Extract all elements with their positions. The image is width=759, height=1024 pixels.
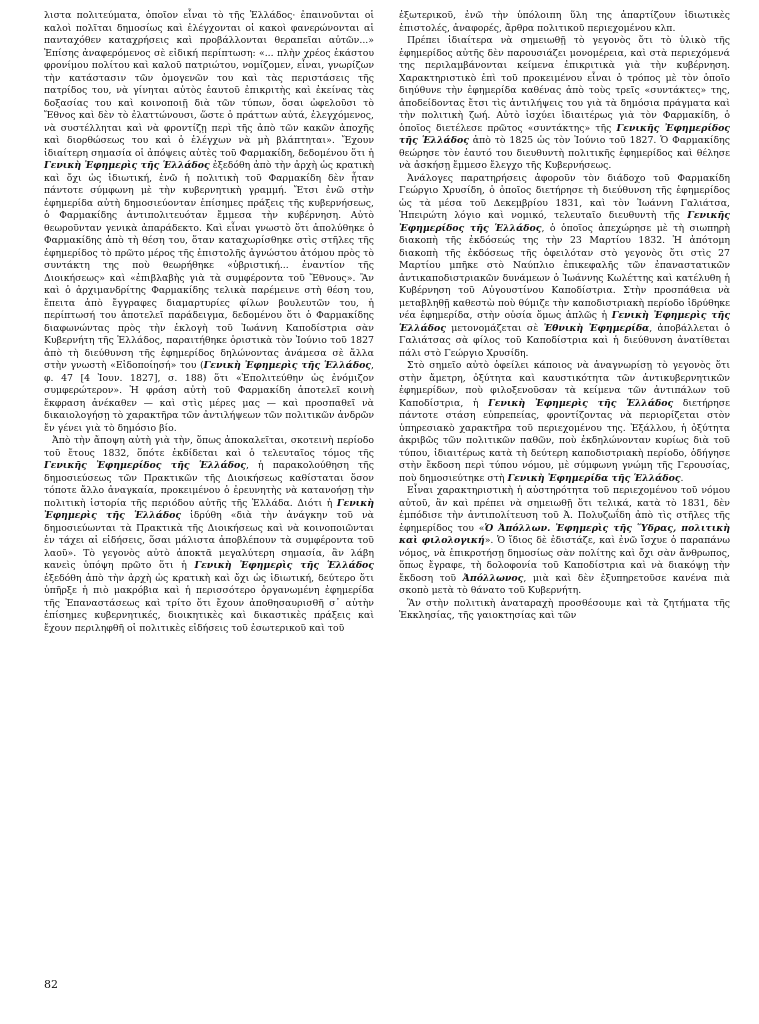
- left-column: [44, 10, 374, 635]
- title-emphasis: Ἀπόλλωνος: [462, 572, 524, 584]
- paragraph: [399, 485, 730, 598]
- text-run: Στὸ σημεῖο αὐτὸ ὀφείλει κάποιος νὰ ἀναγνωρίσῃ τὸ γεγονὸς ὅτι στὴν ἄμετρη, ὀξύτητα καὶ καυστικότητα τῶν ἀντικυβερνητικῶν ἐφημερίδων, ποὺ φιλοξενοῦσαν τὰ κείμενα τῶν ἀντιπάλων τοῦ Καποδίστρια, ἡ: [399, 360, 730, 409]
- right-column: [399, 10, 730, 623]
- text-run: ἐξεδόθη ἀπὸ τὴν ἀρχὴ ὡς κρατικὴ καὶ ὄχι ὡς ἰδιωτική, ἐνῶ ἡ πολιτικὴ τοῦ Φαρμακίδη δὲν ἦταν πάντοτε σύμφωνη μὲ τὴν κυβερνητικὴ γραμμή. Ἔτσι ἐνῶ στὴν ἐφημερίδα αὐτὴ δημοσιεύονταν ἐπίσημες πράξεις τῆς κυβερνήσεως, ὁ Φαρμακίδης ἀντιπολιτευόταν ἔμμεσα τὴν κυβέρνηση. Αὐτὸ θεωροῦνταν γενικὰ ἀπαράδεκτο. Καὶ εἶναι γνωστὸ ὅτι ἀπολύθηκε ὁ Φαρμακίδης ἀπὸ τὴ θέση του, ὅταν καταχωρίσθηκε στὶς στῆλες τῆς ἐφημερίδος τὸ πρῶτο μέρος τῆς ἐπιστολῆς ἀγνώστου ἀτόμου πρὸς τὸ συντάκτη της ποὺ θεωρήθηκε «ὑβριστική... ἐναντίον τῆς Διοικήσεως» καὶ «ἐπιβλαβὴς γιὰ τὰ συμφέροντα τοῦ Ἔθνους». Ἂν καὶ ὁ ἀρχιμανδρίτης Φαρμακίδης τελικὰ παρέμεινε στὴ θέση του, ἔπειτα ἀπὸ ἔγγραφες διαμαρτυρίες φίλων βουλευτῶν του, ἡ περίπτωσή του ἀποτελεῖ παράδειγμα, δεδομένου ὅτι ὁ Φαρμακίδης διαφωνώντας πρὸς τὴν ἐκλογὴ τοῦ Ἰωάννη Καποδίστρια σὰν Κυβερνήτη τῆς Ἑλλάδος, παραιτήθηκε ὁριστικὰ τὸν Ἰούνιο τοῦ 1827 ἀπὸ τὴ διεύθυνση τῆς ἐφημερίδος δηλώνοντας ἀνάμεσα σὲ ἄλλα στὴν γνωστὴ «Εἰδοποίησή» του (: [44, 160, 374, 371]
- paragraph: [44, 10, 374, 435]
- text-run: μετονομάζεται σὲ: [445, 322, 544, 334]
- text-run: , ὁ ὁποῖος ἀπεχώρησε μὲ τὴ σιωπηρὴ διακοπὴ τῆς ἐκδόσεώς της τὴν 23 Μαρτίου 1832. Ἡ ἀπότομη διακοπὴ τῆς ἐκδόσεως τῆς ὀφειλόταν στὸ γεγονὸς ὅτι στὶς 27 Μαρτίου μπῆκε στὸ Ναύπλιο ἐπικεφαλῆς τῶν ἐπαναστατικῶν ἀντικαποδιστριακῶν δυνάμεων ὁ Ἰωάννης Κωλέττης καὶ κατέλυθη ἡ Κυβέρνηση τοῦ Αὐγουστίνου Καποδίστρια. Στὴν προσπάθεια νὰ μεταβληθῇ καθεστὼ ποὺ θύμιζε τὴν καποδιστριακὴ περίοδο ἱδρύθηκε νέα ἐφημερίδα, στὴν οὐσία ὅμως ἁπλῶς ἡ: [399, 222, 730, 321]
- text-run: , ἀποβάλλεται ὁ Γαλιάτσας σὰ φίλος τοῦ Καποδίστρια καὶ ἡ διεύθυνση ἀνατίθεται πάλι στὸ Γεώργιο Χρυσίδη.: [399, 322, 730, 359]
- text-run: λιστα πολιτεύματα, ὁποῖον εἶναι τὸ τῆς Ἑλλάδος· ἐπαινοῦνται οἱ καλοὶ πολῖται δημοσίως καὶ ἐλέγχονται οἱ κακοὶ φανερώνονται αἱ πανταχόθεν καταχρήσεις καὶ προβάλλονται θεραπεῖαι αὐτῶν...» Ἐπίσης ἀναφερόμενος σὲ εἰδική περίπτωση: «... πλὴν χρέος ἑκάστου φρονίμου πολίτου καὶ καλοῦ πατριώτου, νομίζομεν, εἶναι, γνωρίζων τὴν κατάστασιν τῶν ὁμογενῶν του καὶ τὰς περιστάσεις τῆς πατρίδος του, νὰ γίνηται αὐτὸς ἑαυτοῦ ἐπικριτὴς καὶ ἐκείνας τὰς δοξασίας του καὶ κοινοποιῇ διὰ τῶν τύπων, ὅσαι ὠφελοῦσι τὸ Ἔθνος καὶ δὲν τὸ ἐλαττώνουσι, ὥστε ὁ πράττων αὐτά, ἐλεγχόμενος, νὰ συστέλληται καὶ νὰ φροντίζῃ περὶ τῆς ἀπὸ τῶν κακῶν ἀποχῆς καὶ διορθώσεως του καὶ ὁ ἐλέγχων νὰ μὴ βλάπτηται». Ἔχουν ἰδιαίτερη σημασία οἱ ἀπόψεις αὐτὲς τοῦ Φαρμακίδη, δεδομένου ὅτι ἡ: [44, 10, 374, 159]
- title-emphasis: Γενικὴ Ἐφημερὶς τῆς Ἑλλάδος: [488, 397, 674, 409]
- text-run: Πρέπει ἰδιαίτερα νὰ σημειωθῇ τὸ γεγονὸς ὅτι τὸ ὑλικὸ τῆς ἐφημερίδος αὐτῆς δὲν παρουσιάζει μονομέρεια, καὶ στὰ περιεχόμενά της περιλαμβάνονται κείμενα ἐπικριτικὰ γιὰ τὴν κυβέρνηση. Χαρακτηριστικὸ ἐπὶ τοῦ προκειμένου εἶναι ὁ τρόπος μὲ τὸν ὁποῖο διηύθυνε τὴν ἐφημερίδα καθένας ἀπὸ τοὺς τρεῖς «συντάκτες» της, ἀποδείδοντας ἔτσι τὶς ἀντιλήψεις του γιὰ τὰ δημόσια πράγματα καὶ τὴν πολιτικὴ ζωή. Αὐτὸ ἰσχύει ἰδιαιτέρως γιὰ τὸν Φαρμακίδη, ὁ ὁποῖος διετέλεσε πρῶτος «συντάκτης» τῆς: [399, 35, 730, 134]
- paragraph: [399, 360, 730, 485]
- title-emphasis: Γενικὴ Ἐφημερὶς τῆς Ἑλλάδος: [399, 310, 731, 334]
- text-run: , μιὰ καὶ δὲν ἐξυπηρετοῦσε κανένα πιὰ σκοπὸ μετὰ τὸ θάνατο τοῦ Κυβερνήτη.: [399, 572, 730, 596]
- title-emphasis: Γενικὴ Ἐφημερὶς τῆς Ἑλλάδος: [44, 497, 374, 521]
- text-run: ἐξωτερικοῦ, ἐνῶ τὴν ὑπόλοιπη ὕλη της ἀπαρτίζουν ἰδιωτικὲς ἐπιστολές, ἀναφορές, ἄρθρα πολιτικοῦ περιεχομένου κλπ.: [399, 10, 730, 34]
- text-run: Ἀπὸ τὴν ἄποψη αὐτὴ γιὰ τὴν, ὅπως ἀποκαλεῖται, σκοτεινὴ περίοδο τοῦ ἔτους 1832, ὅπότε ἐκδίδεται καὶ ὁ τελευταῖος τόμος τῆς: [44, 435, 374, 459]
- paragraph: [399, 35, 730, 173]
- text-run: διετήρησε πάντοτε στάση εὐπρεπείας, φροντίζοντας νὰ περιορίζεται στὸν ὑπηρεσιακὸ χαρακτῆρα τοῦ περιεχομένου της. Ἐξάλλου, ἡ ὀξύτητα ἀκριβῶς τῶν πολιτικῶν παθῶν, ποὺ ἐκδηλώνονταν κυρίως διὰ τοῦ τύπου, ἰδιαιτέρως κατὰ τὴ δεύτερη καποδιστριακὴ περίοδο, ὁδήγησε στὴν ἔκδοση περὶ τύπου νόμου, μὲ σύμφωνη γνώμη τῆς Γερουσίας, ποὺ δημοσιεύτηκε στὴ: [399, 397, 730, 484]
- title-emphasis: Γενικὴ Ἐφημερίδα τῆς Ἑλλάδος: [507, 472, 681, 484]
- text-run: , φ. 47 [4 Ἰουν. 1827], σ. 188) ὅτι «Ἐπολιτεύθην ὡς ἐνόμιζον συμφερώτερον». Ἡ φράση αὐτὴ τοῦ Φαρμακίδη ἀποτελεῖ κοινὴ ἔκφραση ἀνέκαθεν — καὶ στὶς μέρες μας — καὶ προσπαθεῖ νὰ δικαιολογήσῃ τὸ χαρακτῆρα τῶν ἀντιλήψεων τῶν πολιτικῶν ἀνδρῶν ἔν γένει γιὰ τὸ δημόσιο βίο.: [44, 360, 374, 434]
- title-emphasis: Γενικὴ Ἐφημερὶς τῆς Ἑλλάδος: [203, 360, 371, 371]
- title-emphasis: Ὁ Ἀπόλλων. Ἐφημερὶς τῆς Ὕδρας, πολιτικὴ καὶ φιλολογική: [399, 522, 731, 546]
- title-emphasis: Γενικῆς Ἐφημερίδος τῆς Ἑλλάδος: [44, 460, 246, 471]
- text-run: ἱδρύθη «διὰ τὴν ἀνάγκην τοῦ νὰ δημοσιεύωνται τὰ Πρακτικὰ τῆς Διοικήσεως καὶ νὰ κοινοποιῶνται ἐν τάχει αἱ εἰδήσεις, ὅσαι μάλιστα ἀποβλέπουν τὰ συμφέροντα τοῦ λαοῦ». Τὸ γεγονὸς αὐτὸ ἀποκτᾶ μεγαλύτερη σημασία, ἂν λάβη κανεὶς ὑπόψη πρῶτο ὅτι ἡ: [44, 510, 374, 571]
- text-run: Ἀνάλογες παρατηρήσεις ἀφοροῦν τὸν διάδοχο τοῦ Φαρμακίδη Γεώργιο Χρυσίδη, ὁ ὁποῖος διετήρησε τὴ διεύθυνση τῆς ἐφημερίδος ὡς τὰ μέσα τοῦ Δεκεμβρίου 1831, καὶ τὸν Ἰωάννη Γαλιάτσα, Ἠπειρώτη λόγιο καὶ νομικό, τελευταῖο διευθυντὴ τῆς: [399, 172, 730, 221]
- paragraph: [44, 435, 374, 635]
- title-emphasis: Γενικῆς Ἐφημερίδος τῆς Ἑλλάδος: [399, 210, 730, 234]
- text-run: , ἡ παρακολούθηση τῆς δημοσιεύσεως τῶν Πρακτικῶν τῆς Διοικήσεως καθίσταται ὅσον τόποτε ἄλλο ἀναγκαία, προκειμένου ὁ ἐρευνητὴς νὰ κατανοήσῃ τὴν πολιτικὴ ἱστορία τῆς περιόδου αὐτῆς τῆς Ἑλλάδα. Διότι ἡ: [44, 460, 374, 509]
- title-emphasis: Γενικῆς Ἐφημερίδος τῆς Ἑλλάδος: [399, 122, 730, 146]
- paragraph: [399, 173, 730, 361]
- text-run: Εἶναι χαρακτηριστικὴ ἡ αὐστηρότητα τοῦ περιεχομένου τοῦ νόμου αὐτοῦ, ἂν καὶ πρέπει νὰ σημειωθῇ ὅτι τελικά, κατὰ τὸ 1831, δὲν ἐμπόδισε τὴν ἀντιπολίτευση τοῦ Ἀ. Πολυζωΐδη ἀπὸ τὶς στῆλες τῆς ἐφημερίδος του «: [399, 485, 730, 534]
- paragraph: [399, 10, 730, 35]
- text-run: ἀπὸ τὸ 1825 ὡς τὸν Ἰούνιο τοῦ 1827. Ὁ Φαρμακίδης θεώρησε τὸν ἑαυτό του διευθυντὴ πολιτικῆς ἐφημερίδος καὶ θέλησε νὰ ἀσκήσῃ ἔμμεσο ἔλεγχο τῆς Κυβερνήσεως.: [399, 135, 730, 171]
- text-run: .: [680, 472, 684, 484]
- page-number: 82: [44, 978, 58, 991]
- title-emphasis: Ἐθνικὴ Ἐφημερίδα: [543, 322, 650, 334]
- text-run: ». Ὁ ἴδιος δὲ ἐδιστάζε, καὶ ἐνῶ ἴσχυε ὁ παραπάνω νόμος, νὰ ἐπικροτήσῃ δημοσίως σὰν πολίτης καὶ ὄχι σὰν ἄνθρωπος, ὅπως ἔγραφε, τὴ δολοφονία τοῦ Καποδίστρια καὶ νὰ διακόψῃ τὴν ἔκδοση τοῦ: [399, 535, 731, 584]
- title-emphasis: Γενικὴ Ἐφημερὶς τῆς Ἑλλάδος: [194, 560, 374, 571]
- paragraph: [399, 598, 730, 623]
- text-run: ἐξεδόθη ἀπὸ τὴν ἀρχὴ ὡς κρατικὴ καὶ ὄχι ὡς ἰδιωτική, δεύτερο ὅτι ὑπῆρξε ἡ πιὸ μακρόβια καὶ ἡ περισσότερο ὀργανωμένη ἐφημερίδα τῆς Ἐπαναστάσεως καὶ τρίτο ὅτι ἔχουν ἀποθησαυρισθῆ σ᾽ αὐτὴν ἐπίσημες κυβερνητικές, διοικητικὲς καὶ δικαστικὲς πράξεις καὶ ἔχουν περιληφθῆ οἱ πολιτικὲς εἰδήσεις τοῦ ἐσωτερικοῦ καὶ τοῦ: [44, 572, 374, 634]
- title-emphasis: Γενικὴ Ἐφημερὶς τῆς Ἑλλάδος: [44, 160, 210, 171]
- text-run: Ἂν στὴν πολιτικὴ ἀναταραχὴ προσθέσουμε καὶ τὰ ζητήματα τῆς Ἐκκλησίας, τῆς γαιοκτησίας καὶ τῶν: [399, 597, 730, 621]
